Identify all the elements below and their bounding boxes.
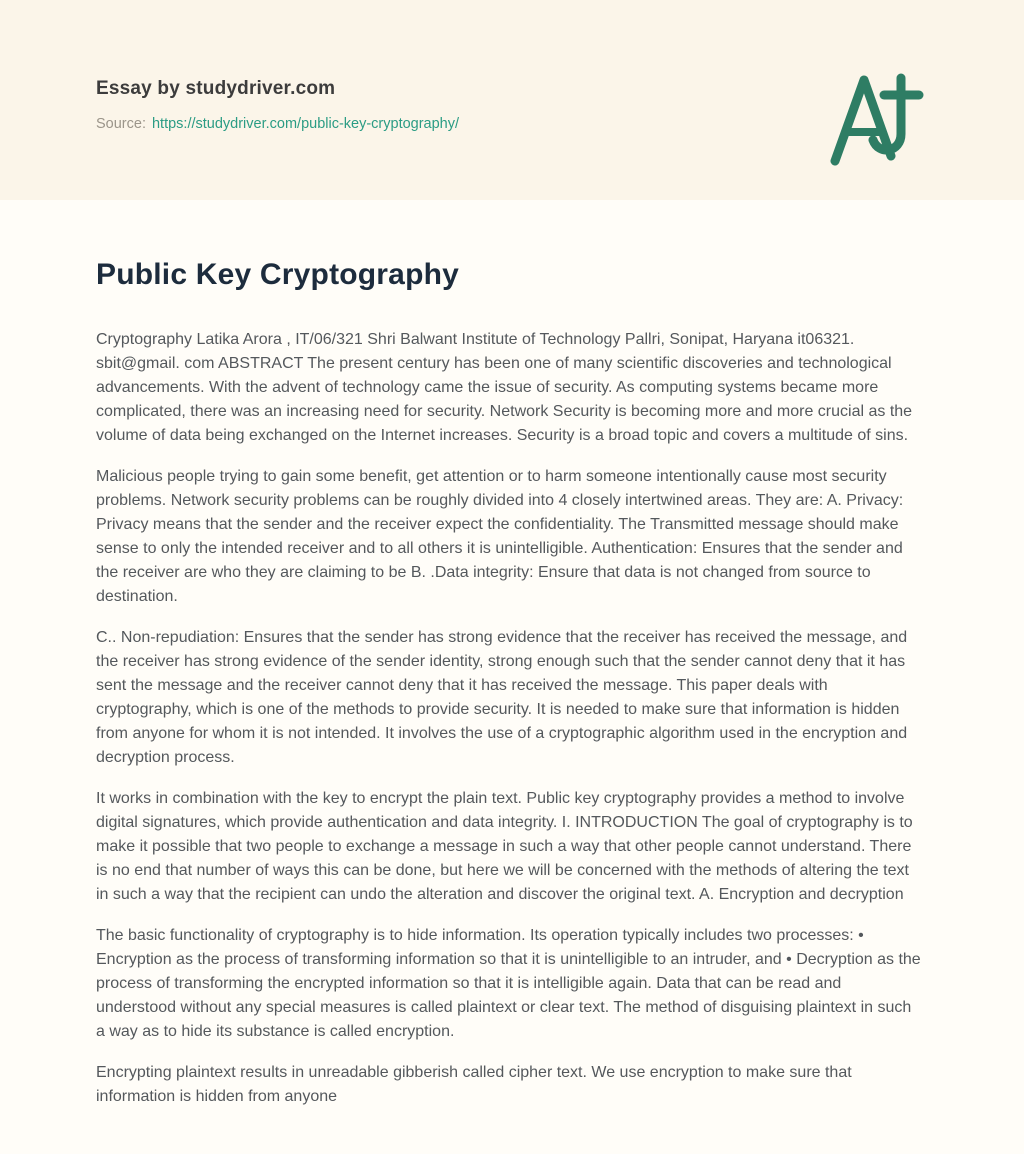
essay-paragraph: Malicious people trying to gain some benefit, get attention or to harm someone intentionally cause most security problems. Network security problems can be roughly divided into 4 closely intertwined areas. They are: A. Privacy: Privacy means that the sender and the receiver expect the confidentiality. The Transmitted message should make sense to only the intended receiver and to all others it is unintelligible. Authentication: Ensures that the sender and the receiver are who they are claiming to be B. .Data integrity: Ensure that data is not changed from source to destination. (96, 468, 904, 605)
page-header (0, 0, 1024, 200)
essay-title: Public Key Cryptography (96, 258, 460, 291)
essay-content (0, 200, 1024, 1154)
essay-paragraph: Cryptography Latika Arora , IT/06/321 Shri Balwant Institute of Technology Pallri, Sonipat, Haryana it06321. sbit@gmail. com ABSTRACT The present century has been one of many scientific discoveries and technological advancements. With the advent of technology came the issue of security. As computing systems became more complicated, there was an increasing need for security. Network Security is becoming more and more crucial as the volume of data being exchanged on the Internet increases. Security is a broad topic and covers a multitude of sins. (96, 331, 913, 444)
article-body (96, 328, 924, 1109)
studydriver-logo-icon (825, 68, 925, 168)
source-label: Source: (96, 116, 146, 132)
essay-byline: Essay by studydriver.com (96, 78, 336, 99)
essay-paragraph: Encrypting plaintext results in unreadable gibberish called cipher text. We use encryption to make sure that information is hidden from anyone (96, 1064, 852, 1105)
source-line (96, 116, 924, 132)
essay-paragraph: C.. Non-repudiation: Ensures that the sender has strong evidence that the receiver has received the message, and the receiver has strong evidence of the sender identity, strong enough such that the sender cannot deny that it has sent the message and the receiver cannot deny that it has received the message. This paper deals with cryptography, which is one of the methods to provide security. It is needed to make sure that information is hidden from anyone for whom it is not intended. It involves the use of a cryptographic algorithm used in the encryption and decryption process. (96, 629, 908, 766)
essay-paragraph: The basic functionality of cryptography is to hide information. Its operation typically includes two processes: • Encryption as the process of transforming information so that it is unintelligible to an intruder, and • Decryption as the process of transforming the encrypted information so that it is intelligible again. Data that can be read and understood without any special measures is called plaintext or clear text. The method of disguising plaintext in such a way as to hide its substance is called encryption. (96, 927, 921, 1040)
essay-paragraph: It works in combination with the key to encrypt the plain text. Public key cryptography provides a method to involve digital signatures, which provide authentication and data integrity. I. INTRODUCTION The goal of cryptography is to make it possible that two people to exchange a message in such a way that other people cannot understand. There is no end that number of ways this can be done, but here we will be concerned with the methods of altering the text in such a way that the recipient can undo the alteration and discover the original text. A. Encryption and decryption (96, 790, 913, 903)
source-link[interactable]: https://studydriver.com/public-key-cryptography/ (151, 116, 460, 132)
